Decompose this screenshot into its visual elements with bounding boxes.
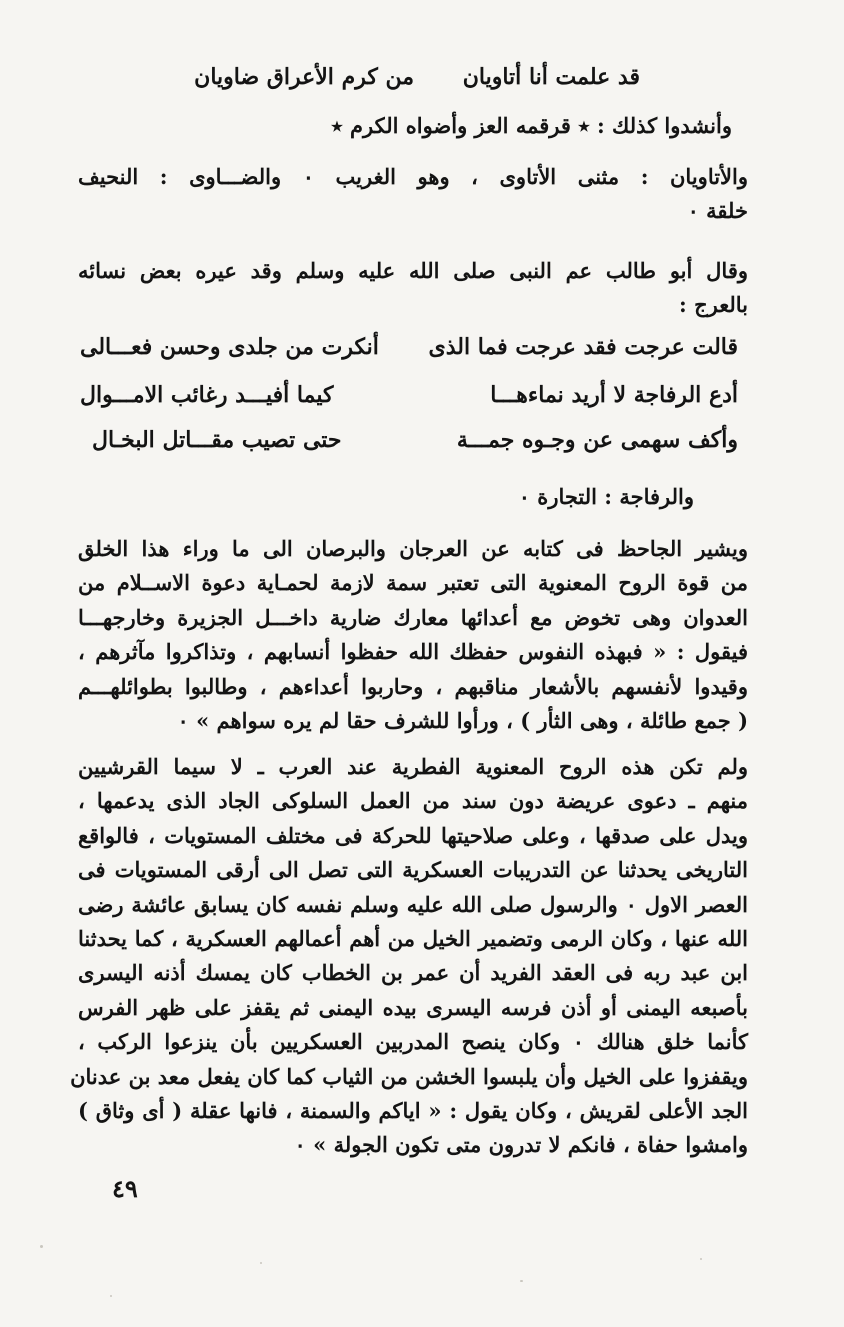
poem-line-1-left: أنكرت من جلدى وحسن فعـــالى bbox=[80, 334, 379, 360]
paper-speck bbox=[110, 1295, 112, 1297]
paragraph-line: ابن عبد ربه فى العقد الفريد أن عمر بن الخطاب كان يمسك أذنه اليسرى bbox=[78, 960, 748, 986]
paragraph-military-training bbox=[70, 750, 749, 1163]
paper-speck bbox=[700, 1258, 702, 1260]
definition-paragraph-2: والرفاجة : التجارة ٠ bbox=[518, 484, 694, 509]
paragraph-jahiz bbox=[78, 532, 748, 738]
paragraph-line: منهم ـ دعوى عريضة دون سند من العمل السلوكى الجاد الذى يدعمها ، bbox=[78, 788, 748, 814]
paragraph-line: فيقول : « فبهذه النفوس حفظك الله حفظوا أنسابهم ، وتذاكروا مآثرهم ، bbox=[78, 639, 748, 665]
paragraph-line: وقيدوا لأنفسهم بالأشعار مناقبهم ، وحاربوا أعداءهم ، وطالبوا بطوائلهـــم bbox=[78, 673, 748, 699]
paper-speck bbox=[40, 1245, 43, 1248]
definition-paragraph-1 bbox=[78, 160, 748, 229]
intro-line: بالعرج : bbox=[679, 292, 748, 318]
paragraph-line: كأنما خلق هنالك ٠ وكان ينصح المدربين العسكريين بأن ينزعوا الركب ، bbox=[78, 1029, 748, 1055]
paragraph-line: الله عنها ، وكان الرمى وتضمير الخيل من أهم أعمالهم العسكرية ، كما يحدثنا bbox=[78, 926, 748, 952]
paper-speck bbox=[520, 1280, 523, 1282]
paper-speck bbox=[260, 1262, 262, 1264]
paragraph-line: التاريخى يحدثنا عن التدريبات العسكرية التى تصل الى أرقى المستويات فى bbox=[78, 857, 748, 883]
paragraph-line: ويقفزوا على الخيل وأن يلبسوا الخشن من الثياب كما كان يفعل معد بن عدنان bbox=[70, 1063, 748, 1089]
paragraph-line: ويدل على صدقها ، وعلى صلاحيتها للحركة فى مختلف المستويات ، فالواقع bbox=[78, 822, 748, 848]
top-verse-first-hemistich: قد علمت أنا أتاويان bbox=[462, 64, 640, 90]
page-number: ٤٩ bbox=[112, 1174, 138, 1203]
paragraph-line: الجد الأعلى لقريش ، وكان يقول : « اياكم والسمنة ، فانها عقلة ( أى وثاق ) bbox=[78, 1098, 748, 1124]
paragraph-line: ولم تكن هذه الروح المعنوية الفطرية عند العرب ـ لا سيما القرشيين bbox=[78, 754, 748, 779]
paragraph-line: ويشير الجاحظ فى كتابه عن العرجان والبرصان الى ما وراء هذا الخلق bbox=[78, 536, 748, 561]
paragraph-line: وامشوا حفاة ، فانكم لا تدرون متى تكون الجولة » ٠ bbox=[294, 1132, 748, 1158]
paragraph-line: العصر الاول ٠ والرسول صلى الله عليه وسلم نفسه كان يسابق عائشة رضى bbox=[78, 891, 749, 917]
poem-line-3-left: حتى تصيب مقـــاتل البخـال bbox=[92, 427, 342, 453]
poem-line-3-right: وأكف سهمى عن وجـوه جمـــة bbox=[456, 427, 738, 453]
definition-line: خلقة ٠ bbox=[687, 198, 748, 224]
poem-line-1-right: قالت عرجت فقد عرجت فما الذى bbox=[428, 334, 738, 360]
poem-line-2-right: أدع الرفاجة لا أريد نماءهـــا bbox=[490, 382, 738, 408]
intro-line: وقال أبو طالب عم النبى صلى الله عليه وسلم وقد عيره بعض نسائه bbox=[78, 258, 748, 283]
intro-paragraph bbox=[78, 254, 748, 323]
paragraph-line: ( جمع طائلة ، وهى الثأر ) ، ورأوا للشرف حقا لم يره سواهم » ٠ bbox=[177, 708, 748, 734]
poem-line-2-left: كيما أفيـــد رغائب الامـــوال bbox=[80, 382, 334, 408]
definition-line: والأتاويان : مثنى الأتاوى ، وهو الغريب ٠ والضـــاوى : النحيف bbox=[78, 164, 749, 189]
paragraph-line: العدوان وهى تخوض مع أعدائها معارك ضارية داخـــل الجزيرة وخارجهـــا bbox=[78, 604, 748, 630]
paragraph-line: من قوة الروح المعنوية التى تعتبر سمة لازمة لحمـاية دعوة الاســلام من bbox=[78, 570, 748, 596]
paragraph-line: بأصبعه اليمنى أو أذن فرسه اليسرى بيده اليمنى ثم يقفز على ظهر الفرس bbox=[78, 994, 748, 1020]
top-verse-second-hemistich: من كرم الأعراق ضاويان bbox=[194, 64, 414, 90]
top-verse-second-line: وأنشدوا كذلك : ٭ قرقمه العز وأضواه الكرم ٭ bbox=[331, 113, 732, 138]
